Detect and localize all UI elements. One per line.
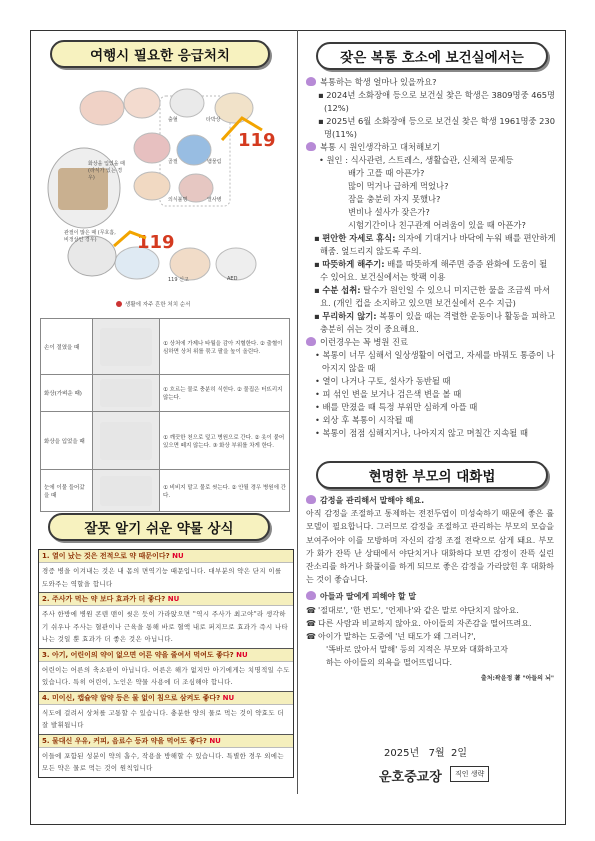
- hospital-item: • 배를 만졌을 때 특정 부위만 심하게 아플 때: [315, 402, 478, 412]
- aid-text: ① 깨끗한 천으로 덮고 병원으로 간다. ② 옷이 붙어 있으면 떼지 않는다. ③ 화상 부위를 차게 한다.: [160, 412, 290, 470]
- aid-image: [93, 412, 160, 470]
- table-row: [41, 412, 290, 470]
- illus-label-fracture: 골절: [168, 159, 178, 165]
- aid-text: ① 상처에 가제나 타월을 감아 지혈한다. ② 출혈이 심하면 상처 위를 묶고 팔을 높이 올린다.: [160, 319, 290, 375]
- myth-answer: 경증 병을 이겨내는 것은 내 몸의 면역기능 때문입니다. 대부분의 약은 단지 이를 도와주는 역할을 합니다: [39, 562, 293, 592]
- cloud-bullet-icon: [306, 591, 316, 600]
- aid-situation: 화상(가벼운 때): [41, 375, 93, 412]
- source-citation: 출처:곽윤정 著 "아들의 뇌": [480, 674, 554, 682]
- illus-label-cardiac: 관절이 많은 때 (무호흡, 비정상인 경우): [64, 230, 116, 243]
- svg-text:119: 119: [238, 130, 276, 151]
- cause-item: 잠을 충분히 자지 못했나?: [348, 194, 441, 204]
- title-first-aid: 여행시 필요한 응급처치: [50, 40, 270, 68]
- first-aid-flow-diagram: [42, 78, 285, 311]
- cloud-bullet-icon: [306, 337, 316, 346]
- aid-situation: 화상을 입었을 때: [41, 412, 93, 470]
- first-aid-illustration: [42, 78, 285, 311]
- medication-myths-box: [38, 549, 294, 778]
- cause-item: 배가 고플 때 아픈가?: [348, 168, 425, 178]
- illus-label-unconscious: 의식불명: [168, 197, 188, 203]
- heading-avoid-words: 아들과 딸에게 피해야 할 말: [320, 592, 417, 602]
- tip-item: ▪ 수분 섭취: 탈수가 원인일 수 있으니 미지근한 물을 조금씩 마셔요. (개인 컵을 소지하고 있으면 보건실에서 온수 지급): [314, 285, 550, 308]
- no-badge: NU: [236, 650, 248, 659]
- parent-talk-section: [306, 494, 554, 685]
- myth-answer: 식도에 걸려서 상처를 고통할 수 있습니다. 충분한 양의 물로 먹는 것이 약효도 더 잘 발휘됩니다: [39, 704, 293, 734]
- title-medication-myths: 잘못 알기 쉬운 약물 상식: [48, 513, 270, 541]
- phone-icon: ☎: [306, 618, 316, 628]
- hospital-item: • 복통이 너무 심해서 일상생활이 어렵고, 자세를 바꿔도 통증이 나아지지 않을 때: [315, 350, 555, 373]
- tip-item: ▪ 따뜻하게 해주기: 배를 따뜻하게 해주면 증증 완화에 도움이 될 수 있어요. 보건실에서는 핫팩 이용: [314, 259, 548, 282]
- title-parent-talk: 현명한 부모의 대화법: [316, 461, 548, 489]
- myth-question: 1. 열이 났는 것은 전적으로 약 때문이다? NU: [39, 550, 293, 562]
- question-1: 복통하는 학생 얼마나 있을까요?: [320, 77, 437, 87]
- title-stomachache: 잦은 복통 호소에 보건실에서는: [316, 42, 548, 70]
- illus-label-heatstroke: 열사병: [207, 197, 222, 203]
- hospital-item: • 복통이 점점 심해지거나, 나아지지 않고 며칠간 지속될 때: [315, 428, 528, 438]
- no-badge: NU: [222, 693, 235, 702]
- cloud-bullet-icon: [306, 142, 316, 151]
- illus-label-bruise: 타박상: [206, 117, 221, 123]
- cause-item: 변비나 설사가 잦은가?: [348, 207, 430, 217]
- stomachache-section: [306, 76, 556, 440]
- table-row: [41, 319, 290, 375]
- aid-text: ① 흐르는 물로 충분히 식힌다. ② 물집은 터뜨리지 않는다.: [160, 375, 290, 412]
- aid-image: [93, 470, 160, 512]
- stat-item: ▪ 2025년 6월 소화장애 등으로 보건실 찾은 학생 1961명중 230명(11%): [318, 116, 555, 139]
- cause-item: 시험기간이나 친구관계 어려움이 있을 때 아픈가?: [348, 220, 526, 230]
- seal-omitted-stamp: 직인 생략: [450, 766, 489, 782]
- aid-image: [93, 375, 160, 412]
- cloud-bullet-icon: [306, 77, 316, 86]
- tip-item: ▪ 편안한 자세로 휴식: 의자에 기대거나 바닥에 누워 배를 편안하게 해줌. 엎드리지 않도록 주의.: [314, 233, 556, 256]
- hospital-item: • 열이 나거나 구토, 설사가 동반될 때: [315, 376, 451, 386]
- myth-answer: 주사 한방에 병원 콘텐 맨이 씻은 듯이 가라앉으면 "역시 주사가 최고야"라 생각하기 쉬우나 주사는 혈관이나 근육을 통해 바로 혈액 내로 퍼지므로 효과가 즉시 나타나는 것일 뿐 효과가 더 좋은 것은 아닙니다.: [39, 605, 293, 648]
- emotion-paragraph: 아직 감정을 조절하고 통제하는 전전두엽이 미성숙하기 때문에 좋은 롤 모델이 필요합니다. 그러므로 감정을 조절하고 관리하는 부모의 모습을 보여주어야 이를 모방하며 자신의 감정 조절 전략으로 삼게 돼요. 부모가 화가 잔뜩 난 상태에서 야단치거나 대화하다 보면 감정이 잔뜩 실린 잔소리를 하거나 화풀이를 하게 되므로 좋은 감정을 가라앉힌 후 대화하는 것이 좋습니다.: [306, 509, 554, 585]
- question-3: 이런경우는 꼭 병원 진료: [320, 337, 409, 347]
- question-2: 복통 시 원인생각하고 대처해보기: [320, 142, 441, 152]
- cause-item: 많이 먹거나 급하게 먹었나?: [348, 181, 449, 191]
- svg-text:119: 119: [137, 232, 175, 253]
- myth-question: 4. 미이신, 캡슐약 알약 등은 물 없이 침으로 삼켜도 좋다? NU: [39, 691, 293, 704]
- tip-item: ▪ 무리하지 않기: 복통이 있을 때는 격렬한 운동이나 활동을 피하고 충분히 쉬는 것이 중요해요.: [314, 311, 556, 334]
- avoid-item: ☎ 다른 사람과 비교하지 않아요. 아이들의 자존감을 떨어뜨려요.: [306, 617, 554, 630]
- phone-icon: ☎: [306, 605, 316, 615]
- aid-text: ① 비비지 말고 물로 씻는다. ② 안될 경우 병원에 간다.: [160, 470, 290, 512]
- first-aid-table: [40, 318, 290, 512]
- cause-heading: • 원인 : 식사관련, 스트레스, 생활습관, 신체적 문제등: [319, 155, 514, 165]
- table-row: [41, 470, 290, 512]
- hospital-item: • 피 섞인 변을 보거나 검은색 변을 볼 때: [315, 389, 462, 399]
- illus-label-bite: 뱀물림: [207, 159, 222, 165]
- myth-answer: 이들에 포함된 성분이 약의 흡수, 작용을 방해할 수 있습니다. 특별한 경우 외에는 모든 약은 물로 먹는 것이 원칙입니다: [39, 747, 293, 777]
- no-badge: NU: [167, 595, 180, 603]
- myth-question: 3. 아기, 어린이의 약이 없으면 어른 약을 줄여서 먹여도 좋다? NU: [39, 648, 293, 661]
- table-row: [41, 375, 290, 412]
- illus-label-burn: 화상을 입었을 때 (라식가 있는 경우): [88, 161, 125, 181]
- illus-caption: 생활에 자주 흔한 처치 순서: [125, 302, 191, 308]
- aid-situation: 손이 절였을 때: [41, 319, 93, 375]
- principal-name: 운호중교장: [379, 770, 442, 785]
- issue-date: 2025년 7월 2일: [384, 748, 468, 759]
- heading-emotion: 감정을 관리해서 말해야 해요.: [320, 496, 425, 505]
- avoid-item-cont: '똑바로 앉아서 말해' 등의 지적은 부모와 대화하고자: [326, 645, 508, 655]
- no-badge: NU: [172, 552, 184, 560]
- illus-label-aed: AED: [227, 276, 238, 282]
- hospital-item: • 외상 후 복통이 시작될 때: [315, 415, 414, 425]
- aid-situation: 눈에 이물 들어갔을 때: [41, 470, 93, 512]
- column-divider: [297, 30, 298, 794]
- myth-answer: 어린이는 어른의 축소판이 아닙니다. 어른은 해가 없지만 아기에게는 치명적일 수도 있습니다. 특히 어린이, 노인은 약물 사용에 더 조심해야 합니다.: [39, 661, 293, 691]
- avoid-item: ☎ 아이가 말하는 도중에 '넌 태도가 왜 그러니?',: [306, 630, 554, 643]
- stat-item: ▪ 2024년 소화장애 등으로 보건실 찾은 학생은 3809명중 465명(12%): [318, 90, 556, 113]
- no-badge: NU: [209, 736, 221, 745]
- phone-icon: ☎: [306, 632, 316, 642]
- aid-image: [93, 319, 160, 375]
- illus-label-119: 119 신고: [168, 277, 189, 283]
- cloud-bullet-icon: [306, 495, 316, 504]
- myth-question: 5. 물대신 우유, 커피, 음료수 등과 약을 먹어도 좋다? NU: [39, 734, 293, 747]
- myth-question: 2. 주사가 먹는 약 보다 효과가 더 좋다? NU: [39, 592, 293, 605]
- illus-label-bleeding: 출혈: [168, 117, 178, 123]
- avoid-item-cont: 하는 아이들의 의욕을 떨어뜨립니다.: [326, 658, 453, 668]
- avoid-item: ☎ '절대로', '한 번도', '언제나'와 같은 말로 야단치지 않아요.: [306, 604, 554, 617]
